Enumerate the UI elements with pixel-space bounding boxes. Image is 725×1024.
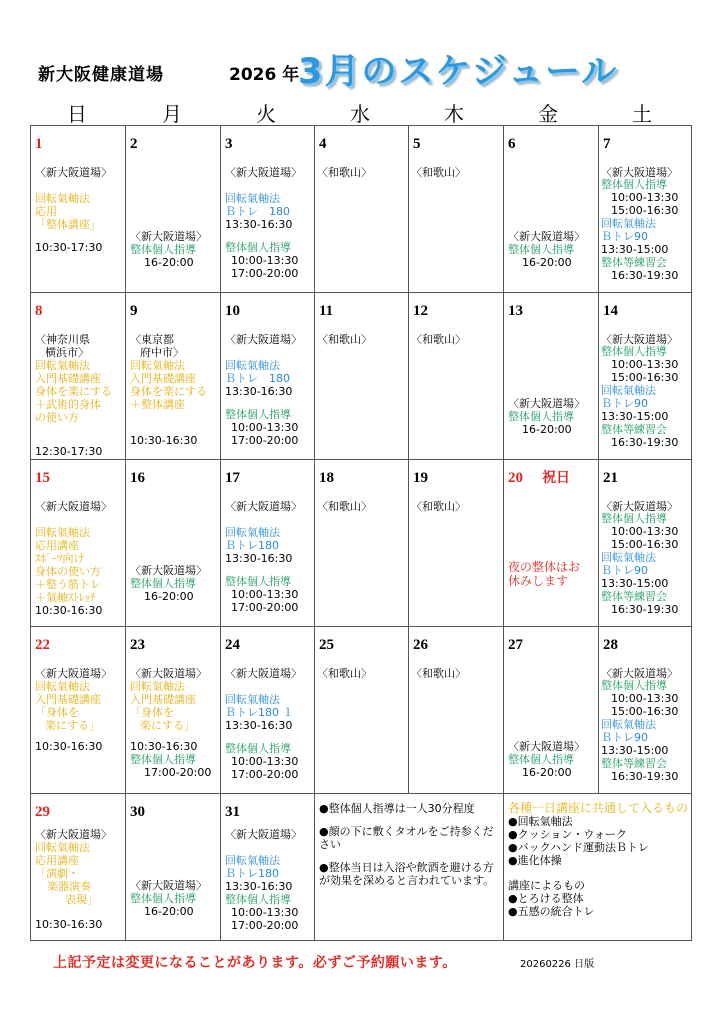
note-item: ●整体個人指導は一人30分程度 <box>319 802 475 815</box>
notes-subheading: 講座によるもの <box>508 879 585 892</box>
day-cell-8 <box>31 293 125 459</box>
day-number: 3 <box>225 136 233 152</box>
seminar: 回転氣軸法 入門基礎講座 身体を楽にする ＋武術的身体 の使い方 <box>35 359 112 424</box>
day-number: 4 <box>319 136 327 152</box>
practice: 整体等練習会 <box>601 423 667 436</box>
day-cell-21 <box>599 460 691 626</box>
day-number: 12 <box>413 303 428 319</box>
b-training: 回転氣軸法 Ｂトレ90 <box>601 384 656 410</box>
time: 10:30-17:30 <box>35 241 103 254</box>
day-cell-5 <box>409 126 503 292</box>
venue: 〈新大阪道場〉 <box>130 564 207 577</box>
day-number: 22 <box>35 637 50 653</box>
time: 16-20:00 <box>522 766 572 779</box>
day-cell-31 <box>221 794 314 940</box>
calendar-grid <box>30 125 692 941</box>
day-number: 23 <box>130 637 145 653</box>
footer-notice: 上記予定は変更になることがあります。必ずご予約願います。 <box>53 955 457 971</box>
time: 13:30-15:00 <box>601 577 669 590</box>
dow-mon: 月 <box>162 102 182 126</box>
session: 整体個人指導 <box>130 243 196 256</box>
session: 整体個人指導 <box>130 577 196 590</box>
time: 13:30-15:00 <box>601 243 669 256</box>
venue: 〈新大阪道場〉 <box>601 166 678 179</box>
venue: 〈和歌山〉 <box>411 166 466 179</box>
time: 17:00-20:00 <box>144 766 212 779</box>
day-cell-18 <box>315 460 408 626</box>
seminar: 回転氣軸法 応用講座 「演劇・ 楽器演奏 表現」 <box>35 841 98 906</box>
time: 16:30-19:30 <box>611 269 679 282</box>
day-number: 30 <box>130 804 145 820</box>
venue: 〈新大阪道場〉 <box>225 667 302 680</box>
day-cell-24 <box>221 627 314 793</box>
session: 整体個人指導 <box>225 742 291 755</box>
time: 16-20:00 <box>144 256 194 269</box>
list-item: ●とろける整体 <box>508 892 584 905</box>
day-cell-19 <box>409 460 503 626</box>
times: 10:00-13:30 17:00-20:00 <box>231 906 299 932</box>
day-number: 7 <box>603 136 611 152</box>
day-number: 13 <box>508 303 523 319</box>
time: 16-20:00 <box>144 590 194 603</box>
time: 10:30-16:30 <box>130 434 198 447</box>
footer-date: 20260226 日版 <box>520 959 595 970</box>
b-training: 回転氣軸法 Ｂトレ180 13:30-16:30 <box>225 854 293 893</box>
venue: 〈新大阪道場〉 <box>508 230 585 243</box>
day-cell-28 <box>599 627 691 793</box>
b-training: 回転氣軸法 Ｂトレ 180 13:30-16:30 <box>225 359 293 398</box>
practice: 整体等練習会 <box>601 757 667 770</box>
day-number: 31 <box>225 804 240 820</box>
day-number: 11 <box>319 303 334 319</box>
notes-heading: 各種一日講座に共通して入るもの <box>508 801 689 815</box>
session: 整体個人指導 <box>601 512 667 525</box>
time: 10:30-16:30 <box>35 604 103 617</box>
times: 10:00-13:30 17:00-20:00 <box>231 421 299 447</box>
notes-left <box>315 794 503 940</box>
day-cell-3 <box>221 126 314 292</box>
day-number: 2 <box>130 136 138 152</box>
day-number: 28 <box>603 637 618 653</box>
practice: 整体等練習会 <box>601 256 667 269</box>
time: 16:30-19:30 <box>611 770 679 783</box>
seminar: 回転氣軸法 応用講座 ｽﾎﾟｰﾂ向け 身体の使い方 ＋整う筋トレ ＋氣軸ｽﾄﾚｯﾁ <box>35 526 101 604</box>
day-cell-23 <box>126 627 220 793</box>
venue: 〈東京都 府中市〉 <box>130 333 184 359</box>
day-number: 9 <box>130 303 138 319</box>
day-cell-4 <box>315 126 408 292</box>
dow-wed: 水 <box>350 102 370 126</box>
session: 整体個人指導 <box>130 892 196 905</box>
note-item: ●顔の下に敷くタオルをご持参ください <box>319 825 494 851</box>
day-cell-27 <box>504 627 598 793</box>
day-cell-20 <box>504 460 598 626</box>
session: 整体個人指導 <box>508 243 574 256</box>
day-number: 14 <box>603 303 618 319</box>
time: 10:30-16:30 <box>130 740 198 753</box>
venue: 〈新大阪道場〉 <box>130 667 207 680</box>
time: 16-20:00 <box>522 256 572 269</box>
course-list <box>508 802 690 918</box>
day-number: 10 <box>225 303 240 319</box>
session: 整体個人指導 <box>508 410 574 423</box>
venue: 〈新大阪道場〉 <box>508 397 585 410</box>
day-cell-25 <box>315 627 408 793</box>
venue: 〈新大阪道場〉 <box>601 667 678 680</box>
venue: 〈新大阪道場〉 <box>35 828 112 841</box>
time: 13:30-15:00 <box>601 744 669 757</box>
time: 16-20:00 <box>522 423 572 436</box>
day-number: 21 <box>603 470 618 486</box>
venue: 〈新大阪道場〉 <box>225 500 302 513</box>
time: 16-20:00 <box>144 905 194 918</box>
day-number: 29 <box>35 804 50 820</box>
day-cell-2 <box>126 126 220 292</box>
times: 10:00-13:30 17:00-20:00 <box>231 588 299 614</box>
venue: 〈新大阪道場〉 <box>508 740 585 753</box>
b-training: 回転氣軸法 Ｂトレ90 <box>601 718 656 744</box>
holiday-label: 祝日 <box>542 470 570 486</box>
venue: 〈和歌山〉 <box>411 500 466 513</box>
seminar: 回転氣軸法 入門基礎講座 「身体を 楽にする」 <box>35 680 101 732</box>
practice: 整体等練習会 <box>601 590 667 603</box>
day-cell-12 <box>409 293 503 459</box>
b-training: 回転氣軸法 Ｂトレ180 13:30-16:30 <box>225 526 293 565</box>
venue: 〈新大阪道場〉 <box>35 166 112 179</box>
times: 10:00-13:30 17:00-20:00 <box>231 254 299 280</box>
day-number: 5 <box>413 136 421 152</box>
day-cell-10 <box>221 293 314 459</box>
session: 整体個人指導 <box>225 241 291 254</box>
dow-sat: 土 <box>632 102 652 126</box>
time: 16:30-19:30 <box>611 436 679 449</box>
list-item: ●クッション・ウォーク <box>508 828 627 841</box>
times: 10:00-13:30 15:00-16:30 <box>611 358 679 384</box>
venue: 〈和歌山〉 <box>317 500 372 513</box>
day-cell-6 <box>504 126 598 292</box>
time: 10:30-16:30 <box>35 918 103 931</box>
day-cell-22 <box>31 627 125 793</box>
list-item: ●回転氣軸法 <box>508 815 573 828</box>
session: 整体個人指導 <box>225 575 291 588</box>
session: 整体個人指導 <box>508 753 574 766</box>
b-training: 回転氣軸法 Ｂトレ90 <box>601 551 656 577</box>
header-org: 新大阪健康道場 <box>38 65 164 85</box>
venue: 〈新大阪道場〉 <box>225 828 302 841</box>
venue: 〈新大阪道場〉 <box>35 667 112 680</box>
seminar: 回転氣軸法 入門基礎講座 「身体を 楽にする」 <box>130 680 196 732</box>
list-item: ●進化体操 <box>508 854 562 867</box>
day-number: 6 <box>508 136 516 152</box>
session: 整体個人指導 <box>225 408 291 421</box>
venue: 〈和歌山〉 <box>411 333 466 346</box>
time: 12:30-17:30 <box>35 445 103 458</box>
notes-right <box>504 794 691 940</box>
time: 16:30-19:30 <box>611 603 679 616</box>
day-number: 26 <box>413 637 428 653</box>
venue: 〈新大阪道場〉 <box>225 166 302 179</box>
day-cell-14 <box>599 293 691 459</box>
day-cell-7 <box>599 126 691 292</box>
day-number: 15 <box>35 470 50 486</box>
seminar: 回転氣軸法 応用 「整体講座」 <box>35 192 101 231</box>
notes-list <box>319 802 499 887</box>
list-item: ●五感の統合トレ <box>508 905 595 918</box>
dow-tue: 火 <box>256 102 276 126</box>
venue: 〈新大阪道場〉 <box>130 230 207 243</box>
times: 10:00-13:30 15:00-16:30 <box>611 525 679 551</box>
venue: 〈和歌山〉 <box>317 333 372 346</box>
day-cell-29 <box>31 794 125 940</box>
day-cell-1 <box>31 126 125 292</box>
session: 整体個人指導 <box>601 679 667 692</box>
b-training: 回転氣軸法 Ｂトレ90 <box>601 217 656 243</box>
venue: 〈和歌山〉 <box>411 667 466 680</box>
venue: 〈新大阪道場〉 <box>601 500 678 513</box>
venue: 〈神奈川県 横浜市〉 <box>35 333 90 359</box>
session: 整体個人指導 <box>601 178 667 191</box>
session: 整体個人指導 <box>130 753 196 766</box>
day-number: 20 <box>508 470 523 486</box>
weekday-header <box>30 98 690 124</box>
day-cell-16 <box>126 460 220 626</box>
day-cell-30 <box>126 794 220 940</box>
day-number: 16 <box>130 470 145 486</box>
list-item: ●バックハンド運動法Ｂトレ <box>508 841 649 854</box>
day-cell-13 <box>504 293 598 459</box>
times: 10:00-13:30 15:00-16:30 <box>611 191 679 217</box>
venue: 〈和歌山〉 <box>317 667 372 680</box>
day-number: 19 <box>413 470 428 486</box>
b-training: 回転氣軸法 Ｂトレ 180 13:30-16:30 <box>225 192 293 231</box>
venue: 〈新大阪道場〉 <box>35 500 112 513</box>
dow-sun: 日 <box>67 102 87 126</box>
day-cell-17 <box>221 460 314 626</box>
venue: 〈新大阪道場〉 <box>601 333 678 346</box>
day-number: 24 <box>225 637 240 653</box>
time: 13:30-15:00 <box>601 410 669 423</box>
session: 整体個人指導 <box>601 345 667 358</box>
day-cell-9 <box>126 293 220 459</box>
time: 10:30-16:30 <box>35 740 103 753</box>
header-year: 2026 年 <box>229 65 300 85</box>
b-training: 回転氣軸法 Ｂトレ180 １ 13:30-16:30 <box>225 693 294 732</box>
day-cell-15 <box>31 460 125 626</box>
day-cell-26 <box>409 627 503 793</box>
venue: 〈新大阪道場〉 <box>225 333 302 346</box>
note-item: ●整体当日は入浴や飲酒を避ける方が効果を深めると言われています。 <box>319 861 495 887</box>
seminar: 回転氣軸法 入門基礎講座 身体を楽にする ＋整体講座 <box>130 359 207 411</box>
day-number: 1 <box>35 136 43 152</box>
venue: 〈和歌山〉 <box>317 166 372 179</box>
venue: 〈新大阪道場〉 <box>130 879 207 892</box>
day-number: 8 <box>35 303 43 319</box>
day-number: 17 <box>225 470 240 486</box>
dow-thu: 木 <box>444 102 464 126</box>
day-number: 27 <box>508 637 523 653</box>
day-number: 25 <box>319 637 334 653</box>
times: 10:00-13:30 15:00-16:30 <box>611 692 679 718</box>
day-number: 18 <box>319 470 334 486</box>
session: 整体個人指導 <box>225 893 291 906</box>
closure-note: 夜の整体はお 休みします <box>508 560 581 588</box>
page-title: 3月のスケジュール <box>298 52 619 92</box>
dow-fri: 金 <box>538 102 558 126</box>
times: 10:00-13:30 17:00-20:00 <box>231 755 299 781</box>
day-cell-11 <box>315 293 408 459</box>
